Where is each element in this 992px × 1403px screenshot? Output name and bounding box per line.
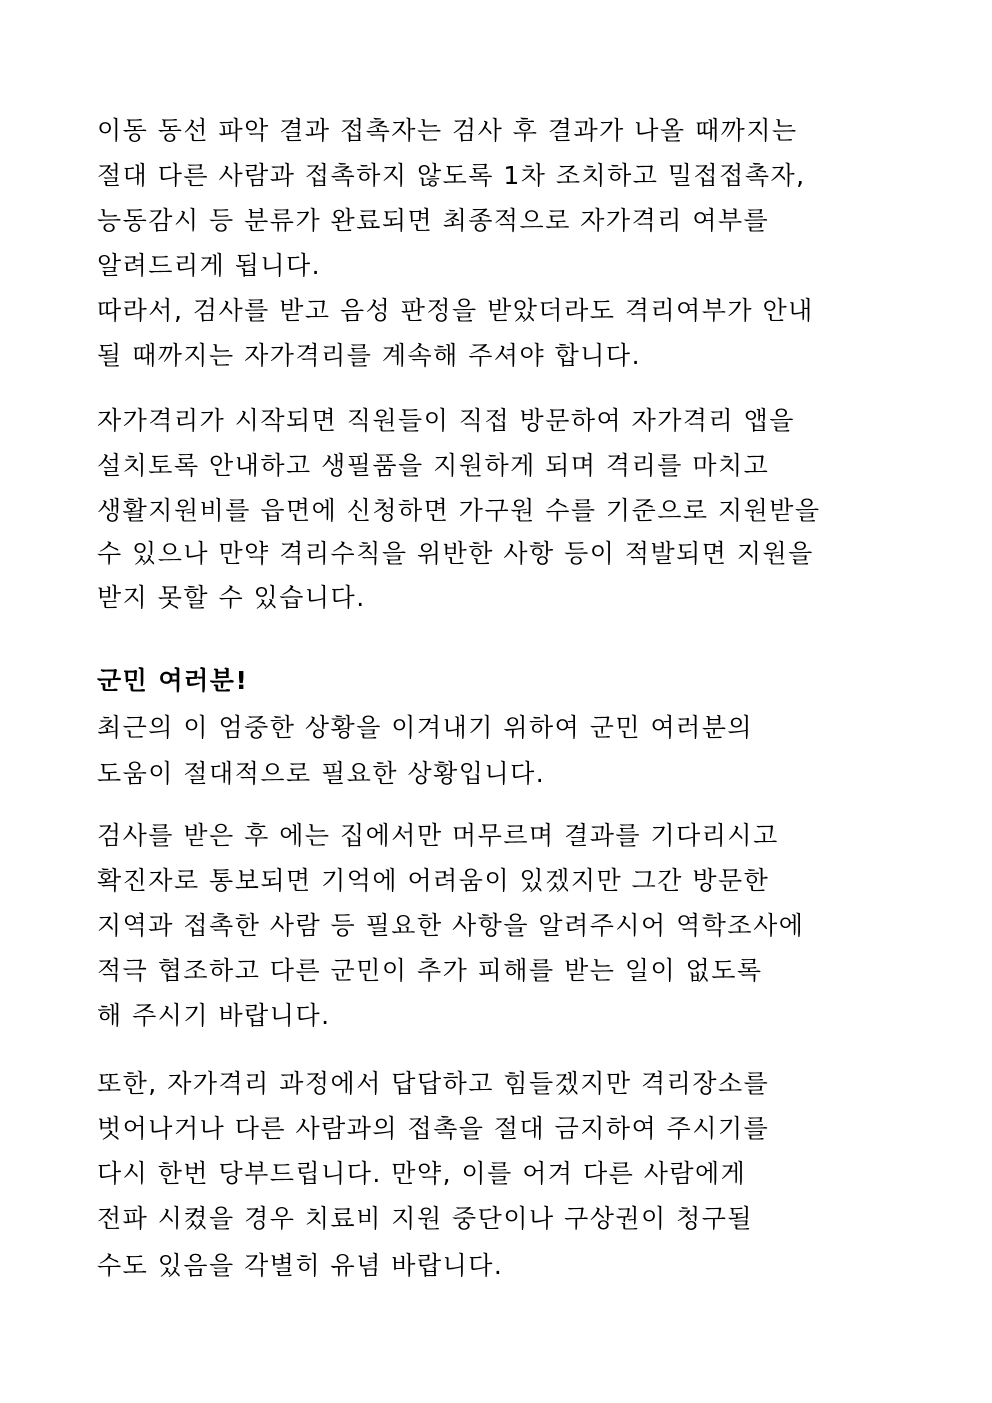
text-line: 이동 동선 파악 결과 접촉자는 검사 후 결과가 나올 때까지는 [97,116,798,145]
text-line: 도움이 절대적으로 필요한 상황입니다. [97,759,546,788]
text-line: 다시 한번 당부드립니다. 만약, 이를 어겨 다른 사람에게 [97,1159,747,1188]
text-line: 생활지원비를 읍면에 신청하면 가구원 수를 기준으로 지원받을 [97,496,821,525]
text-line: 확진자로 통보되면 기억에 어려움이 있겠지만 그간 방문한 [97,866,770,895]
text-line: 또한, 자가격리 과정에서 답답하고 힘들겠지만 격리장소를 [97,1069,770,1098]
text-line: 해 주시기 바랍니다. [97,1001,331,1030]
text-line: 지역과 접촉한 사람 등 필요한 사항을 알려주시어 역학조사에 [97,911,805,940]
text-line: 절대 다른 사람과 접촉하지 않도록 1차 조치하고 밀접접촉자, [97,161,806,190]
text-line: 적극 협조하고 다른 군민이 추가 피해를 받는 일이 없도록 [97,956,763,985]
text-line: 최근의 이 엄중한 상황을 이겨내기 위하여 군민 여러분의 [97,713,754,742]
text-line: 벗어나거나 다른 사람과의 접촉을 절대 금지하여 주시기를 [97,1114,770,1143]
text-line: 전파 시켰을 경우 치료비 지원 중단이나 구상권이 청구될 [97,1204,754,1233]
text-line: 자가격리가 시작되면 직원들이 직접 방문하여 자가격리 앱을 [97,406,795,435]
text-line: 설치토록 안내하고 생필품을 지원하게 되며 격리를 마치고 [97,451,770,480]
text-line: 따라서, 검사를 받고 음성 판정을 받았더라도 격리여부가 안내 [97,296,814,325]
text-line: 알려드리게 됩니다. [97,251,322,280]
text-line: 능동감시 등 분류가 완료되면 최종적으로 자가격리 여부를 [97,206,770,235]
text-line: 검사를 받은 후 에는 집에서만 머무르며 결과를 기다리시고 [97,821,779,850]
address-heading: 군민 여러분! [97,666,249,695]
text-line: 될 때까지는 자가격리를 계속해 주셔야 합니다. [97,341,642,370]
text-line: 받지 못할 수 있습니다. [97,583,366,612]
text-line: 수 있으나 만약 격리수칙을 위반한 사항 등이 적발되면 지원을 [97,539,814,568]
text-line: 수도 있음을 각별히 유념 바랍니다. [97,1251,504,1280]
